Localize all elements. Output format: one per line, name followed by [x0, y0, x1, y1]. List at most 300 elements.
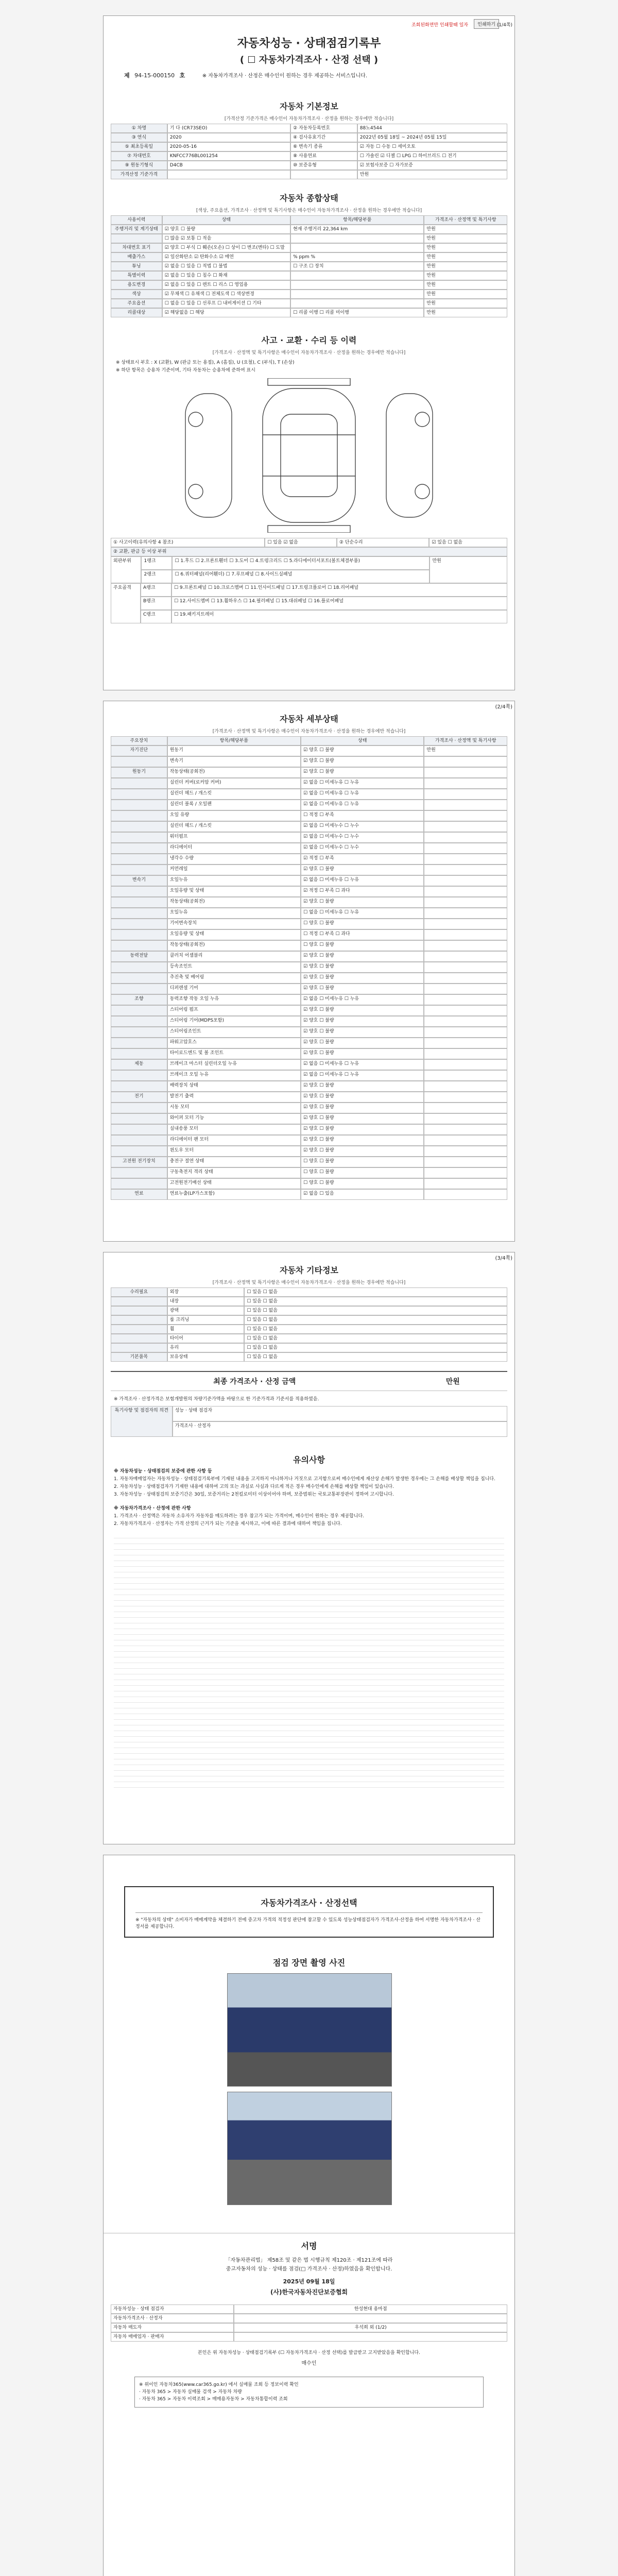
summary-cell[interactable]: ☐ 많음 ☑ 보통 ☐ 적음: [162, 234, 290, 243]
other-cell: [111, 1297, 167, 1306]
summary-row: [111, 234, 507, 243]
detail-table: [111, 745, 507, 1200]
other-cell: [111, 1334, 167, 1343]
summary-cell[interactable]: ☑ 없음 ☐ 있음 ☐ 렌트 ☐ 리스 ☐ 영업용: [162, 280, 290, 290]
appraisal-title: 자동차가격조사 · 산정선택: [135, 1893, 483, 1913]
detail-price-cell: [424, 1146, 507, 1157]
col-price: 가격조사 · 산정액 및 특기사항: [424, 215, 507, 225]
detail-price-cell: [424, 1070, 507, 1081]
other-cell[interactable]: ☐ 있음 ☐ 없음: [244, 1306, 507, 1315]
caution-p5: 2. 자동차가격조사 · 산정자는 가격 산정의 근거가 되는 기준을 제시하고, 이에 따른 결과에 대하여 책임을 집니다.: [114, 1521, 342, 1527]
footer-3: · 자동차 365 > 자동차 이력조회 > 매매용자동차 > 자동차통합이력 조회: [139, 2397, 288, 2402]
detail-row: [111, 865, 507, 875]
caution-p4: 1. 가격조사 · 산정액은 자동차 소유자가 자동차를 매도하려는 경우 참고가 되는 가격이며, 매수인이 원하는 경우 제공합니다.: [114, 1514, 365, 1519]
detail-cell: 작동상태(공회전): [167, 940, 301, 951]
detail-price-cell: [424, 778, 507, 789]
detail-cell[interactable]: ☐ 양호 ☐ 불량: [301, 1178, 424, 1189]
detail-cell: [111, 821, 167, 832]
other-row: [111, 1315, 507, 1325]
detail-price-cell: [424, 843, 507, 854]
detail-price-cell: [424, 1178, 507, 1189]
detail-cell: 파워고압호스: [167, 1038, 301, 1048]
detail-cell: [111, 929, 167, 940]
detail-row: [111, 886, 507, 897]
detail-cell: 오일유량 및 상태: [167, 886, 301, 897]
accident-title: 사고 · 교환 · 수리 등 이력: [261, 335, 357, 345]
detail-price-cell: [424, 1092, 507, 1103]
other-row: [111, 1287, 507, 1297]
detail-cell: [111, 1081, 167, 1092]
basic-cell: 2022년 05월 18일 ~ 2024년 05월 15일: [357, 133, 507, 142]
sign-r3-label: 자동차 매도자: [111, 2323, 234, 2332]
other-cell[interactable]: ☐ 있음 ☐ 없음: [244, 1352, 507, 1362]
detail-cell[interactable]: ☑ 양호 ☐ 불량: [301, 1135, 424, 1146]
detail-cell[interactable]: ☐ 적정 ☐ 부족: [301, 810, 424, 821]
footer-1: ※ 위이인 자동차365(www.car365.go.kr) 에서 실매물 조회 등 정보이력 확인: [139, 2382, 299, 2387]
detail-cell[interactable]: ☑ 없음 ☐ 미세누유 ☐ 누유: [301, 1059, 424, 1070]
detail-cell[interactable]: ☐ 양호 ☐ 불량: [301, 1157, 424, 1167]
summary-row: [111, 290, 507, 299]
other-cell[interactable]: ☐ 있음 ☐ 없음: [244, 1343, 507, 1352]
detail-cell: 오일누유: [167, 908, 301, 919]
detail-cell: [111, 897, 167, 908]
detail-price-cell: [424, 951, 507, 962]
other-cell[interactable]: ☐ 있음 ☐ 없음: [244, 1334, 507, 1343]
detail-title: 자동차 세부상태: [280, 714, 338, 724]
detail-cell: 스티어링조인트: [167, 1027, 301, 1038]
detail-cell: 원동기: [167, 745, 301, 756]
detail-cell: 윈도우 모터: [167, 1146, 301, 1157]
detail-cell: 고전원전기배선 상태: [167, 1178, 301, 1189]
col-item: 항목/해당부품: [167, 736, 301, 745]
a-rank-label: A랭크: [141, 583, 171, 597]
footer-box: [134, 2377, 484, 2408]
summary-cell: % ppm %: [290, 252, 424, 262]
detail-cell[interactable]: ☑ 양호 ☐ 불량: [301, 1038, 424, 1048]
summary-cell: 튜닝: [111, 262, 162, 271]
sign-r4-label: 자동차 매매업자 · 판매자: [111, 2332, 234, 2342]
other-cell[interactable]: ☐ 있음 ☐ 없음: [244, 1297, 507, 1306]
sign-r1-label: 자동차성능 · 상태 점검자: [111, 2304, 234, 2314]
summary-cell: 만원: [424, 308, 507, 317]
summary-cell[interactable]: ☐ 없음 ☐ 있음 ☐ 선루프 ☐ 내비게이션 ☐ 기타: [162, 299, 290, 308]
basic-cell: 가격산정 기준가격: [111, 170, 167, 179]
detail-price-cell: [424, 940, 507, 951]
summary-cell: 만원: [424, 225, 507, 234]
summary-cell: [290, 280, 424, 290]
detail-cell[interactable]: ☑ 없음 ☐ 있음: [301, 1189, 424, 1200]
remark-box: [111, 1406, 507, 1437]
basic-row: [111, 151, 507, 161]
detail-price-cell: [424, 984, 507, 994]
basic-info-subtitle: [가격산정 기준가격은 매수인이 자동차가격조사 · 산정을 원하는 경우에만 적습니다]: [224, 116, 394, 122]
detail-cell[interactable]: ☑ 양호 ☐ 불량: [301, 1016, 424, 1027]
other-cell[interactable]: ☐ 있음 ☐ 없음: [244, 1315, 507, 1325]
a-rank-items[interactable]: ☐ 9.프론트패널 ☐ 10.크로스멤버 ☐ 11.인사이드패널 ☐ 17.트렁크플로어 ☐ 18.리어패널: [171, 583, 507, 597]
detail-cell[interactable]: ☑ 양호 ☐ 불량: [301, 1048, 424, 1059]
detail-cell: 변속기: [111, 875, 167, 886]
detail-row: [111, 810, 507, 821]
detail-row: [111, 929, 507, 940]
remark-appraiser: 가격조사 · 산정자: [173, 1421, 507, 1437]
detail-price-cell: [424, 756, 507, 767]
detail-cell[interactable]: ☑ 없음 ☐ 미세누유 ☐ 누유: [301, 778, 424, 789]
detail-price-cell: [424, 1016, 507, 1027]
detail-cell[interactable]: ☑ 양호 ☐ 불량: [301, 1005, 424, 1016]
col-state-2: 상태: [301, 736, 424, 745]
detail-row: [111, 1103, 507, 1113]
detail-row: [111, 1113, 507, 1124]
rank1-items[interactable]: ☐ 1.후드 ☐ 2.프론트휀더 ☐ 3.도어 ☐ 4.트렁크리드 ☐ 5.라디에이터서포트(볼트체결부품): [172, 556, 430, 570]
rank2-items[interactable]: ☐ 6.쿼터패널(리어휀더) ☐ 7.루프패널 ☐ 8.사이드실패널: [172, 570, 430, 583]
q1-label: ① 사고이력(유의사항 4 참조): [111, 538, 265, 547]
detail-price-cell: 만원: [424, 745, 507, 756]
caution-filler: [114, 1533, 504, 1790]
detail-cell: [111, 940, 167, 951]
basic-cell: [167, 170, 290, 179]
sign-r2-label: 자동차가격조사 · 산정자: [111, 2314, 234, 2323]
final-price-unit: 만원: [445, 1378, 460, 1386]
detail-cell[interactable]: ☑ 양호 ☐ 불량: [301, 1027, 424, 1038]
sign-table: [111, 2304, 507, 2342]
detail-row: [111, 1059, 507, 1070]
basic-cell: ④ 검사유효기간: [290, 133, 357, 142]
detail-row: [111, 832, 507, 843]
summary-cell: [290, 243, 424, 252]
other-cell: 내장: [167, 1297, 245, 1306]
caution-title: 유의사항: [293, 1455, 325, 1465]
detail-row: [111, 919, 507, 929]
summary-cell[interactable]: ☑ 없음 ☐ 있음 ☐ 침수 ☐ 화재: [162, 271, 290, 280]
detail-cell: [111, 832, 167, 843]
detail-row: [111, 1124, 507, 1135]
detail-row: [111, 973, 507, 984]
detail-cell[interactable]: ☑ 양호 ☐ 불량: [301, 897, 424, 908]
detail-cell: 오일 유량: [167, 810, 301, 821]
detail-cell[interactable]: ☑ 양호 ☐ 불량: [301, 745, 424, 756]
detail-cell[interactable]: ☑ 양호 ☐ 불량: [301, 767, 424, 778]
detail-price-cell: [424, 1081, 507, 1092]
other-row: [111, 1343, 507, 1352]
detail-row: [111, 1178, 507, 1189]
detail-cell: 클러치 어셈블리: [167, 951, 301, 962]
remark-label: 특기사항 및 점검자의 의견: [111, 1406, 173, 1437]
detail-cell[interactable]: ☑ 양호 ☐ 불량: [301, 951, 424, 962]
basic-cell[interactable]: ☐ 가솔린 ☑ 디젤 ☐ LPG ☐ 하이브리드 ☐ 전기: [357, 151, 507, 161]
detail-cell: [111, 1167, 167, 1178]
detail-row: [111, 854, 507, 865]
page-1: [103, 15, 515, 690]
detail-cell: [111, 1027, 167, 1038]
detail-row: [111, 1027, 507, 1038]
detail-cell: [111, 1113, 167, 1124]
detail-row: [111, 767, 507, 778]
detail-price-cell: [424, 1059, 507, 1070]
basic-cell[interactable]: ☑ 보험사보증 ☐ 자가보증: [357, 161, 507, 170]
detail-cell: 워터펌프: [167, 832, 301, 843]
other-row: [111, 1334, 507, 1343]
detail-cell[interactable]: ☑ 양호 ☐ 불량: [301, 1113, 424, 1124]
basic-cell: D4CB: [167, 161, 290, 170]
summary-cell: 리콜대상: [111, 308, 162, 317]
summary-cell[interactable]: ☑ 양호 ☐ 불량: [162, 225, 290, 234]
detail-cell: 스티어링 펌프: [167, 1005, 301, 1016]
detail-row: [111, 1081, 507, 1092]
detail-row: [111, 1070, 507, 1081]
summary-row: [111, 299, 507, 308]
detail-price-cell: [424, 919, 507, 929]
detail-cell: 실린더 헤드 / 개스킷: [167, 821, 301, 832]
other-row: [111, 1352, 507, 1362]
basic-cell: ⑩ 보증유형: [290, 161, 357, 170]
inspection-photo-front: [227, 1973, 392, 2087]
detail-cell[interactable]: ☑ 양호 ☐ 불량: [301, 1103, 424, 1113]
detail-cell[interactable]: ☑ 양호 ☐ 불량: [301, 1081, 424, 1092]
col-state: 상태: [162, 215, 290, 225]
detail-cell[interactable]: ☐ 적정 ☐ 부족 ☐ 과다: [301, 929, 424, 940]
basic-row: [111, 142, 507, 151]
basic-cell: [290, 170, 357, 179]
print-button[interactable]: 인쇄하기: [474, 19, 499, 29]
detail-cell: [111, 854, 167, 865]
doc-subtitle: ( ☐ 자동차가격조사 · 산정 선택 ): [239, 55, 379, 65]
detail-row: [111, 1048, 507, 1059]
legend-1: ※ 상태표시 부호 : X (교환), W (판금 또는 용접), A (흠집), U (요철), C (부식), T (손상): [116, 360, 295, 365]
detail-cell: [111, 908, 167, 919]
accident-subtitle: [가격조사 · 산정액 및 특기사항은 매수인이 자동차가격조사 · 산정을 원하는 경우에만 적습니다]: [212, 350, 406, 355]
b-rank-items[interactable]: ☐ 12.사이드멤버 ☐ 13.휠하우스 ☐ 14.필러패널 ☐ 15.대쉬패널 ☐ 16.플로어패널: [171, 597, 507, 610]
page-number: (1/4쪽): [496, 23, 512, 28]
detail-cell: 와이퍼 모터 기능: [167, 1113, 301, 1124]
summary-cell: 현재 주행거리 22,364 km: [290, 225, 424, 234]
detail-cell: [111, 1124, 167, 1135]
detail-cell: [111, 886, 167, 897]
detail-row: [111, 800, 507, 810]
basic-cell: ② 자동차등록번호: [290, 124, 357, 133]
detail-cell[interactable]: ☑ 없음 ☐ 미세누유 ☐ 누유: [301, 875, 424, 886]
detail-cell: 동력조향 작동 오일 누유: [167, 994, 301, 1005]
detail-cell: 실린더 헤드 / 개스킷: [167, 789, 301, 800]
summary-cell[interactable]: ☑ 무채색 ☐ 유채색 ☐ 전체도색 ☐ 색상변경: [162, 290, 290, 299]
detail-cell: [111, 962, 167, 973]
detail-cell[interactable]: ☑ 양호 ☐ 불량: [301, 1092, 424, 1103]
summary-cell: 주행거리 및 계기상태: [111, 225, 162, 234]
page-number-2: (2/4쪽): [495, 704, 512, 710]
sign-r1-name: 한성현대 용마점: [234, 2304, 507, 2314]
detail-price-cell: [424, 1103, 507, 1113]
detail-row: [111, 951, 507, 962]
c-rank-label: C랭크: [141, 610, 171, 623]
detail-cell[interactable]: ☑ 양호 ☐ 불량: [301, 984, 424, 994]
detail-cell: [111, 843, 167, 854]
other-cell: [111, 1315, 167, 1325]
summary-cell[interactable]: ☑ 양호 ☐ 부식 ☐ 훼손(오손) ☐ 상이 ☐ 변조(변타) ☐ 도말: [162, 243, 290, 252]
detail-cell: 변속기: [167, 756, 301, 767]
detail-cell: 작동상태(공회전): [167, 897, 301, 908]
other-cell: 광택: [167, 1306, 245, 1315]
detail-row: [111, 984, 507, 994]
detail-subtitle: [가격조사 · 산정액 및 특기사항은 매수인이 자동차가격조사 · 산정을 원하는 경우에만 적습니다]: [212, 729, 406, 734]
q2-label: ② 단순수리: [337, 538, 430, 547]
detail-price-cell: [424, 1113, 507, 1124]
summary-cell: 배출가스: [111, 252, 162, 262]
detail-cell: 조향: [111, 994, 167, 1005]
summary-cell[interactable]: ☐ 구조 ☐ 장치: [290, 262, 424, 271]
service-notice: ※ 자동차가격조사 · 산정은 매수인이 원하는 경우 제공하는 서비스입니다.: [202, 73, 368, 79]
detail-cell: 발전기 출력: [167, 1092, 301, 1103]
detail-cell: 제동: [111, 1059, 167, 1070]
detail-price-cell: [424, 1048, 507, 1059]
detail-cell[interactable]: ☐ 양호 ☐ 불량: [301, 940, 424, 951]
accident-questions: [111, 538, 507, 623]
detail-price-cell: [424, 1038, 507, 1048]
detail-cell[interactable]: ☑ 적정 ☐ 부족 ☐ 과다: [301, 886, 424, 897]
basic-info-title: 자동차 기본정보: [280, 101, 338, 111]
legend-2: ※ 하단 항목은 승용차 기준이며, 기타 자동차는 승용차에 준하여 표시: [116, 368, 255, 373]
other-cell[interactable]: ☐ 있음 ☐ 없음: [244, 1325, 507, 1334]
q1-options[interactable]: ☐ 있음 ☑ 없음: [265, 538, 337, 547]
detail-row: [111, 778, 507, 789]
detail-cell: 고전원 전기장치: [111, 1157, 167, 1167]
detail-price-cell: [424, 994, 507, 1005]
detail-cell[interactable]: ☐ 양호 ☐ 불량: [301, 1167, 424, 1178]
detail-cell[interactable]: ☑ 없음 ☐ 미세누유 ☐ 누유: [301, 994, 424, 1005]
detail-cell[interactable]: ☑ 적정 ☐ 부족: [301, 854, 424, 865]
detail-cell: [111, 1135, 167, 1146]
detail-cell[interactable]: ☑ 없음 ☐ 미세누수 ☐ 누수: [301, 832, 424, 843]
summary-row: [111, 280, 507, 290]
detail-price-cell: [424, 962, 507, 973]
detail-cell[interactable]: ☑ 없음 ☐ 미세누수 ☐ 누수: [301, 821, 424, 832]
detail-cell[interactable]: ☑ 없음 ☐ 미세누유 ☐ 누유: [301, 789, 424, 800]
footer-2: · 자동차 365 > 자동차 실매물 검색 > 자동차 차량: [139, 2389, 242, 2395]
col-usage: 사용이력: [111, 215, 162, 225]
summary-cell: 만원: [424, 299, 507, 308]
summary-row: [111, 262, 507, 271]
detail-row: [111, 1157, 507, 1167]
detail-price-cell: [424, 886, 507, 897]
summary-cell: [111, 234, 162, 243]
q2-options[interactable]: ☑ 있음 ☐ 없음: [429, 538, 507, 547]
doc-number-row: [124, 71, 494, 79]
detail-row: [111, 1092, 507, 1103]
other-cell: 외장: [167, 1287, 245, 1297]
basic-cell: ⑤ 최초등록일: [111, 142, 167, 151]
summary-cell: [290, 271, 424, 280]
detail-cell: [111, 778, 167, 789]
detail-row: [111, 1167, 507, 1178]
outer-label: 외판부위: [111, 556, 141, 583]
detail-cell: [111, 1038, 167, 1048]
summary-cell[interactable]: ☑ 해당없음 ☐ 해당: [162, 308, 290, 317]
detail-cell[interactable]: ☐ 양호 ☐ 불량: [301, 919, 424, 929]
caution-p3: 3. 자동차성능 · 상태점검의 보증기간은 30일, 보증거리는 2천킬로미터 이상이어야 하며, 보증범위는 국토교통부장관이 정하여 고시합니다.: [114, 1492, 394, 1497]
other-title: 자동차 기타정보: [280, 1265, 338, 1275]
c-rank-items[interactable]: ☐ 19.패키지트레이: [171, 610, 507, 623]
detail-cell: 기어변속장치: [167, 919, 301, 929]
detail-cell: [111, 1005, 167, 1016]
final-price-note: ※ 가격조사 · 산정가격은 보험개발원의 차량기준가액을 바탕으로 한 기준가격과 기준서를 적용하였음.: [114, 1397, 319, 1402]
detail-cell[interactable]: ☑ 없음 ☐ 미세누수 ☐ 누수: [301, 843, 424, 854]
other-cell: [111, 1343, 167, 1352]
summary-row: [111, 271, 507, 280]
detail-cell[interactable]: ☑ 양호 ☐ 불량: [301, 756, 424, 767]
detail-cell[interactable]: ☑ 없음 ☐ 미세누유 ☐ 누유: [301, 1070, 424, 1081]
detail-price-cell: [424, 1189, 507, 1200]
detail-cell[interactable]: ☑ 양호 ☐ 불량: [301, 962, 424, 973]
sign-law-1: 「자동차관리법」 제58조 및 같은 법 시행규칙 제120조 · 제121조에 따라: [225, 2258, 393, 2263]
detail-header: [111, 736, 507, 745]
summary-cell[interactable]: ☐ 리콜 이행 ☐ 리콜 미이행: [290, 308, 424, 317]
other-table: [111, 1287, 507, 1362]
page-number-3: (3/4쪽): [495, 1256, 512, 1261]
detail-row: [111, 1189, 507, 1200]
accident-price: 만원: [430, 556, 507, 583]
basic-cell: ③ 연식: [111, 133, 167, 142]
basic-row: [111, 161, 507, 170]
detail-row: [111, 821, 507, 832]
detail-cell: [111, 1070, 167, 1081]
detail-cell[interactable]: ☑ 양호 ☐ 불량: [301, 973, 424, 984]
detail-cell: [111, 984, 167, 994]
detail-price-cell: [424, 767, 507, 778]
basic-cell: 만원: [357, 170, 507, 179]
detail-cell[interactable]: ☑ 양호 ☐ 불량: [301, 865, 424, 875]
sign-r3-name: 우석희 외 (1/2): [234, 2323, 507, 2332]
detail-cell: 오일유량 및 상태: [167, 929, 301, 940]
other-cell: 수리필요: [111, 1287, 167, 1297]
detail-cell: 시동 모터: [167, 1103, 301, 1113]
other-cell: 룸 크리닝: [167, 1315, 245, 1325]
detail-price-cell: [424, 854, 507, 865]
detail-cell[interactable]: ☑ 없음 ☐ 미세누유 ☐ 누유: [301, 800, 424, 810]
detail-cell: 냉각수 수량: [167, 854, 301, 865]
detail-cell: [111, 1103, 167, 1113]
summary-cell: 만원: [424, 243, 507, 252]
basic-row: [111, 133, 507, 142]
other-cell[interactable]: ☐ 있음 ☐ 없음: [244, 1287, 507, 1297]
detail-cell: [111, 756, 167, 767]
detail-cell: 라디에이터: [167, 843, 301, 854]
sign-r2-name: [234, 2314, 507, 2323]
detail-cell[interactable]: ☐ 없음 ☐ 미세누유 ☐ 누유: [301, 908, 424, 919]
detail-cell[interactable]: ☑ 양호 ☐ 불량: [301, 1146, 424, 1157]
summary-row: [111, 308, 507, 317]
other-cell: 휠: [167, 1325, 245, 1334]
summary-cell: 만원: [424, 262, 507, 271]
basic-row: [111, 170, 507, 179]
detail-row: [111, 843, 507, 854]
col-main: 주요장치: [111, 736, 167, 745]
detail-cell: 충전구 절연 상태: [167, 1157, 301, 1167]
basic-cell[interactable]: ☑ 자동 ☐ 수동 ☐ 세미오토: [357, 142, 507, 151]
buyer-label: 매수인: [301, 2361, 317, 2366]
other-cell: [111, 1306, 167, 1315]
detail-price-cell: [424, 875, 507, 886]
summary-cell[interactable]: ☑ 없음 ☐ 있음 ☐ 적법 ☐ 불법: [162, 262, 290, 271]
summary-cell: [290, 290, 424, 299]
remark-inspector: 성능 · 상태 점검자: [173, 1406, 507, 1421]
detail-cell[interactable]: ☑ 양호 ☐ 불량: [301, 1124, 424, 1135]
detail-price-cell: [424, 908, 507, 919]
detail-price-cell: [424, 1167, 507, 1178]
detail-cell: 배력장치 상태: [167, 1081, 301, 1092]
other-cell: [111, 1325, 167, 1334]
inspection-photo-rear: [227, 2092, 392, 2205]
other-subtitle: [가격조사 · 산정액 및 특기사항은 매수인이 자동차가격조사 · 산정을 원하는 경우에만 적습니다]: [212, 1280, 406, 1285]
page-3: [103, 1252, 515, 1844]
summary-header: [111, 215, 507, 225]
